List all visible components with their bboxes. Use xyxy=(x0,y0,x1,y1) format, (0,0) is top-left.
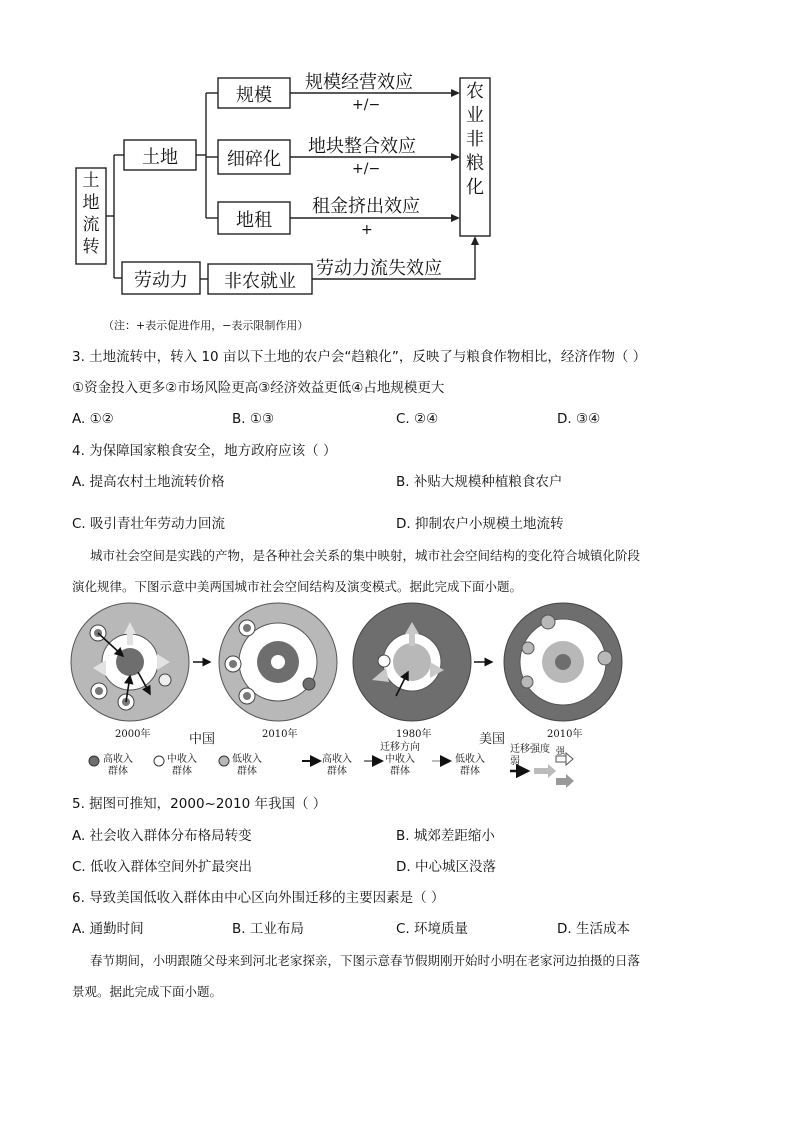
q6-option-d: D. 生活成本 xyxy=(557,921,630,937)
q6-option-b: B. 工业布局 xyxy=(232,921,304,937)
q3-stem: 3. 土地流转中，转入 10 亩以下土地的农户会“趋粮化”，反映了与粮食作物相比，经济作物（ ） xyxy=(72,349,647,365)
q4-option-c: C. 吸引青壮年劳动力回流 xyxy=(72,516,226,532)
q3-option-a: A. ①② xyxy=(72,411,114,427)
q5-option-c: C. 低收入群体空间外扩最突出 xyxy=(72,859,253,875)
q4-stem: 4. 为保障国家粮食安全，地方政府应该（ ） xyxy=(72,443,337,459)
label-china: 中国 xyxy=(189,732,216,747)
result-label: 农业非粮化 xyxy=(466,81,484,198)
intro2-line2: 景观。据此完成下面小题。 xyxy=(72,984,223,999)
legend-high-income: 高收入 群体 xyxy=(103,754,133,777)
land-label: 土地 xyxy=(142,147,178,168)
scale-label: 规模 xyxy=(236,85,272,106)
label-2000: 2000年 xyxy=(115,729,151,740)
diagram-note: （注：+表示促进作用，−表示限制作用） xyxy=(103,319,309,332)
legend-dir-high: 高收入 群体 xyxy=(322,754,352,777)
q5-stem: 5. 据图可推知，2000~2010 年我国（ ） xyxy=(72,796,327,812)
usa-1980-diagram xyxy=(353,603,471,721)
root-label: 土地流转 xyxy=(82,171,100,257)
legend-strength: 迁移强度 xyxy=(510,744,550,755)
legend-dir-mid: 迁移方向 中收入 群体 xyxy=(380,742,420,777)
china-2000-diagram xyxy=(71,603,189,721)
q6-option-c: C. 环境质量 xyxy=(396,921,469,937)
effect-plot: 地块整合效应 xyxy=(308,136,416,157)
labor-label: 劳动力 xyxy=(134,270,188,291)
q5-option-a: A. 社会收入群体分布格局转变 xyxy=(72,828,252,844)
q3-option-b: B. ①③ xyxy=(232,411,275,427)
intro1-line2: 演化规律。下图示意中美两国城市社会空间结构及演变模式。据此完成下面小题。 xyxy=(72,579,523,594)
legend-mid-income: 中收入 群体 xyxy=(167,754,197,777)
label-2010-china: 2010年 xyxy=(262,729,298,740)
q3-option-c: C. ②④ xyxy=(396,411,439,427)
q6-stem: 6. 导致美国低收入群体由中心区向外围迁移的主要因素是（ ） xyxy=(72,890,445,906)
effect-rent: 租金挤出效应 xyxy=(312,196,420,217)
effect-scale: 规模经营效应 xyxy=(305,72,413,93)
legend-weak: 弱 xyxy=(510,756,520,767)
usa-2010-diagram xyxy=(504,603,622,721)
q3-items: ①资金投入更多②市场风险更高③经济效益更低④占地规模更大 xyxy=(72,380,445,396)
sign-rent: + xyxy=(361,222,373,238)
label-1980: 1980年 xyxy=(396,729,432,740)
label-2010-usa: 2010年 xyxy=(547,729,583,740)
q3-option-d: D. ③④ xyxy=(557,411,601,427)
q4-option-d: D. 抑制农户小规模土地流转 xyxy=(396,516,564,532)
q4-option-b: B. 补贴大规模种植粮食农户 xyxy=(396,474,563,490)
china-2010-diagram xyxy=(219,603,337,721)
q4-option-a: A. 提高农村土地流转价格 xyxy=(72,474,225,490)
effect-labor: 劳动力流失效应 xyxy=(316,258,442,279)
q5-option-d: D. 中心城区没落 xyxy=(396,859,496,875)
legend-strong: 强 xyxy=(556,747,566,757)
legend-low-income: 低收入 群体 xyxy=(232,754,262,777)
q5-option-b: B. 城郊差距缩小 xyxy=(396,828,495,844)
nonfarm-label: 非农就业 xyxy=(224,271,296,292)
sign-scale: +/− xyxy=(352,97,381,113)
label-usa: 美国 xyxy=(479,732,506,747)
q6-option-a: A. 通勤时间 xyxy=(72,921,144,937)
legend-dir-low: 低收入 群体 xyxy=(455,754,485,777)
frag-label: 细碎化 xyxy=(227,149,281,170)
intro1-line1: 城市社会空间是实践的产物，是各种社会关系的集中映射，城市社会空间结构的变化符合城镇化阶段 xyxy=(90,548,641,563)
sign-plot: +/− xyxy=(352,161,381,177)
intro2-line1: 春节期间，小明跟随父母来到河北老家探亲，下图示意春节假期刚开始时小明在老家河边拍摄的日落 xyxy=(90,953,641,968)
rent-label: 地租 xyxy=(236,210,272,231)
